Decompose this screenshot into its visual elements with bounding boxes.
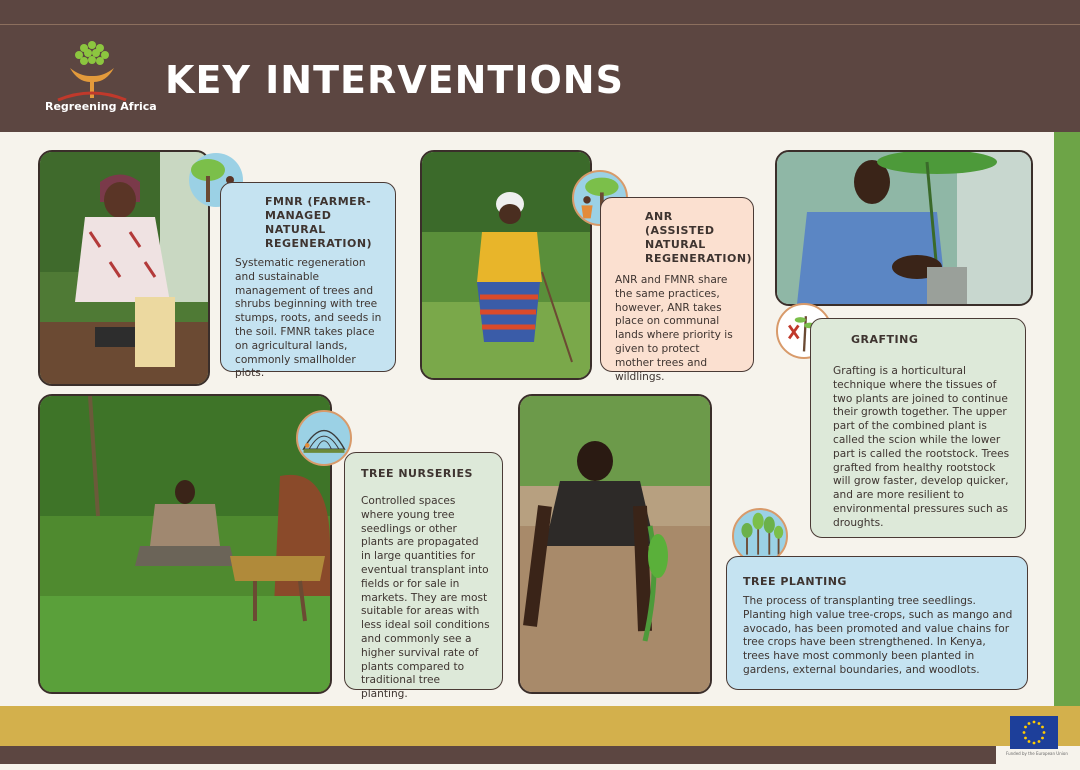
greenhouse-icon bbox=[296, 410, 352, 466]
grafting-title: GRAFTING bbox=[851, 333, 919, 346]
footer-band bbox=[0, 706, 1080, 746]
fmnr-photo bbox=[38, 150, 210, 386]
nursery-card bbox=[344, 452, 503, 701]
nursery-body: Controlled spaces where young tree seedlings or other plants are propagated in large quantities for eventual transplant into fields or for sale in markets. They are most suitable for areas with less ideal soil conditions and commonly see a higher survival rate of plants compared to traditional tree planting. bbox=[361, 495, 490, 701]
page-title: KEY INTERVENTIONS bbox=[165, 58, 624, 102]
planting-card bbox=[726, 556, 1028, 690]
planting-title: TREE PLANTING bbox=[743, 575, 847, 588]
fmnr-card bbox=[220, 182, 396, 380]
anr-card bbox=[600, 197, 754, 383]
planting-photo bbox=[518, 394, 712, 694]
header-rule bbox=[0, 24, 1080, 25]
eu-stars-icon bbox=[1010, 716, 1058, 749]
grafting-photo bbox=[775, 150, 1033, 306]
eu-caption: Funded by the European Union bbox=[1006, 751, 1068, 756]
planting-body: The process of transplanting tree seedlings. Planting high value tree-crops, such as mango and avocado, has been promoted and value chains for tree crops have been strengthened. In Kenya, trees have most commonly been planted in gardens, external boundaries, and woodlots. bbox=[743, 595, 1013, 676]
footer-bar bbox=[0, 746, 996, 764]
logo-text: Regreening Africa bbox=[45, 100, 157, 113]
grafting-body: Grafting is a horticultural technique where the tissues of two plants are joined to continue their growth together. The upper part of the combined plant is called the scion while the lower part is called the rootstock. Trees grafted from healthy rootstock will grow faster, develop quicker, and are more resilient to environmental pressures such as droughts. bbox=[833, 365, 1010, 529]
anr-body: ANR and FMNR share the same practices, however, ANR takes place on communal lands where priority is given to protect mother trees and wildlings. bbox=[615, 274, 733, 383]
fmnr-title: FMNR (FARMER-MANAGED NATURAL REGENERATION) bbox=[265, 195, 373, 250]
anr-title: ANR (ASSISTED NATURAL REGENERATION) bbox=[645, 210, 753, 265]
accent-strip bbox=[1054, 132, 1080, 706]
nursery-title: TREE NURSERIES bbox=[361, 467, 473, 480]
nursery-photo bbox=[38, 394, 332, 694]
fmnr-body: Systematic regeneration and sustainable management of trees and shrubs beginning with tree stumps, roots, and seeds in the soil. FMNR takes place on agricultural lands, commonly smallholder plots. bbox=[235, 257, 382, 380]
anr-photo bbox=[420, 150, 592, 380]
grafting-card bbox=[810, 318, 1026, 538]
header-bar bbox=[0, 0, 1080, 132]
